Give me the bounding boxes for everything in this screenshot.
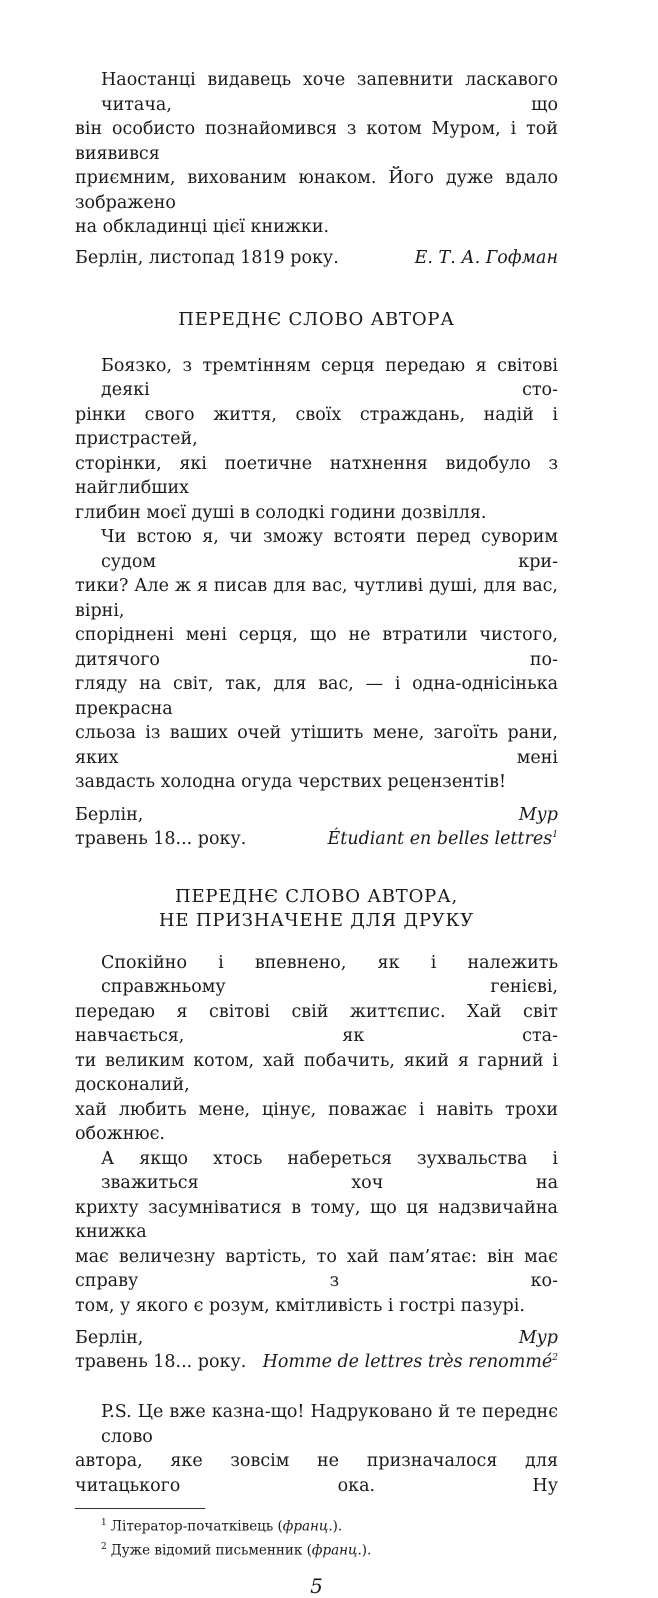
text-line: тики? Але ж я писав для вас, чутливі душі, для вас, вірні, — [75, 576, 558, 621]
footnotes — [75, 1513, 558, 1560]
author-name: Мур — [518, 804, 558, 825]
section1-signature-row-1 — [75, 803, 558, 827]
author-name: Мур — [518, 1328, 558, 1348]
section2-signature-row-1 — [75, 1326, 558, 1350]
footnote-ref: 2 — [552, 1353, 558, 1364]
text-line: А якщо хтось набереться зухвальства і зважиться хоч на — [101, 1148, 558, 1193]
ps-paragraph — [75, 1400, 558, 1498]
text-line: завдасть холодна огуда черствих рецензентів! — [75, 772, 506, 792]
footnote: $^1$ Літератор-початківець (франц.). — [101, 1518, 343, 1535]
section1-paragraph-1 — [75, 354, 558, 526]
section1-signature-row-2 — [75, 827, 558, 851]
text-line: приємним, вихованим юнаком. Його дуже вдало зображено — [75, 168, 558, 213]
text-line: глибин моєї душі в солодкі години дозвілля. — [75, 502, 487, 523]
footnote-mark: 1 — [101, 1518, 107, 1528]
section1-paragraph-2 — [75, 525, 558, 795]
date: травень 18... року. — [75, 828, 247, 849]
footnote-mark: 2 — [101, 1541, 107, 1552]
text-line: він особисто познайомився з котом Муром, і той виявився — [75, 119, 558, 164]
book-page — [75, 68, 558, 1598]
text-line: на обкладинці цієї книжки. — [75, 217, 330, 237]
text-line: Спокійно і впевнено, як і належить справжньому генієві, — [101, 952, 558, 997]
section-title — [75, 885, 558, 933]
section2-paragraph-1 — [75, 951, 558, 1147]
section-title: ПЕРЕДНЄ СЛОВО АВТОРА — [178, 308, 455, 330]
author-title: Étudiant en belles lettres$^1$ — [327, 828, 558, 849]
footnote: $^2$ Дуже відомий письменник (франц.). — [101, 1541, 372, 1558]
section2-signature-row-2 — [75, 1350, 558, 1374]
intro-signature-row — [75, 246, 558, 270]
place: Берлін, — [75, 1328, 144, 1348]
place-date: Берлін, листопад 1819 року. — [75, 247, 339, 268]
text-line: сльоза із ваших очей утішить мене, загоїть рани, яких мені — [75, 723, 558, 768]
text-line: Боязко, з тремтінням серця передаю я світові деякі сто- — [101, 355, 558, 400]
text-line: автора, яке зовсім не призначалося для читацького ока. Ну — [75, 1451, 558, 1496]
text-line: Чи встою я, чи зможу встояти перед суворим судом кри- — [101, 527, 558, 572]
text-line: крихту засумніватися в тому, що ця надзвичайна книжка — [75, 1197, 558, 1242]
text-line: Наостанці видавець хоче запевнити ласкавого читача, що — [101, 70, 558, 115]
text-line: має величезну вартість, то хай пам’ятає: він має справу з ко- — [75, 1246, 558, 1291]
author-title: Homme de lettres très renommé$^2$ — [262, 1352, 558, 1372]
page-number: 5 — [310, 1574, 323, 1598]
section2-paragraph-2 — [75, 1147, 558, 1319]
text-line: сторінки, які поетичне натхнення видобуло з найглибших — [75, 453, 558, 498]
text-line: передаю я світові свій життєпис. Хай світ навчається, як ста- — [75, 1001, 558, 1046]
title-line: ПЕРЕДНЄ СЛОВО АВТОРА, — [174, 885, 459, 907]
title-line: НЕ ПРИЗНАЧЕНЕ ДЛЯ ДРУКУ — [158, 909, 475, 931]
text-line: хай любить мене, цінує, поважає і навіть трохи обожнює. — [75, 1099, 558, 1144]
signature: Е. Т. А. Гофман — [414, 247, 558, 268]
text-line: P.S. Це вже казна-що! Надруковано й те переднє слово — [101, 1402, 558, 1447]
footnote-ref: 1 — [552, 829, 558, 840]
text-line: споріднені мені серця, що не втратили чистого, дитячого по- — [75, 625, 558, 670]
place: Берлін, — [75, 804, 144, 825]
text-line: гляду на світ, так, для вас, — і одна-однісінька прекрасна — [75, 674, 558, 719]
text-line: рінки свого життя, своїх страждань, надій і пристрастей, — [75, 404, 558, 449]
text-line: том, у якого є розум, кмітливість і гострі пазурі. — [75, 1295, 525, 1316]
footnote-divider — [75, 1508, 205, 1509]
date: травень 18... року. — [75, 1352, 247, 1372]
intro-paragraph — [75, 68, 558, 240]
text-line: ти великим котом, хай побачить, який я гарний і досконалий, — [75, 1050, 558, 1095]
